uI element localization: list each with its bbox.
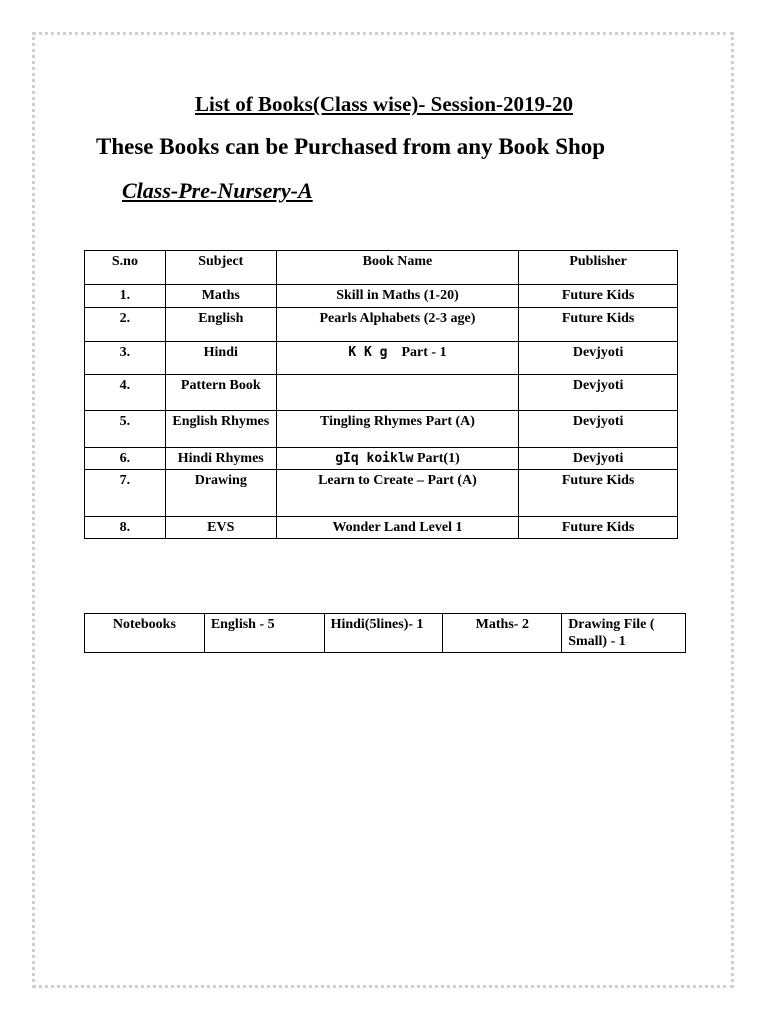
table-row [85, 470, 678, 517]
notebooks-row [85, 614, 686, 653]
column-header-subject: Subject [165, 251, 276, 285]
cell-sno: 8. [85, 517, 166, 539]
cell-sno: 6. [85, 448, 166, 470]
notebooks-label: Notebooks [85, 614, 205, 653]
table-row [85, 448, 678, 470]
cell-publisher: Future Kids [519, 470, 678, 517]
book-name-hindi-text: gIq koiklw [335, 451, 414, 466]
cell-subject: EVS [165, 517, 276, 539]
books-table [84, 250, 678, 539]
cell-subject: Hindi [165, 342, 276, 375]
cell-publisher: Future Kids [519, 285, 678, 308]
cell-subject: Hindi Rhymes [165, 448, 276, 470]
class-heading: Class-Pre-Nursery-A [122, 178, 313, 203]
cell-publisher: Devjyoti [519, 448, 678, 470]
cell-sno: 3. [85, 342, 166, 375]
book-name-part: Part - 1 [401, 345, 447, 360]
cell-subject: English Rhymes [165, 411, 276, 448]
table-row [85, 517, 678, 539]
column-header-sno: S.no [85, 251, 166, 285]
cell-sno: 5. [85, 411, 166, 448]
notebooks-english: English - 5 [204, 614, 324, 653]
cell-subject: Drawing [165, 470, 276, 517]
cell-book-name [276, 342, 519, 375]
column-header-publisher: Publisher [519, 251, 678, 285]
cell-subject: English [165, 308, 276, 342]
book-name-hindi-text: K K g [348, 345, 388, 360]
cell-sno: 7. [85, 470, 166, 517]
table-row [85, 375, 678, 411]
cell-publisher: Future Kids [519, 308, 678, 342]
cell-book-name: Tingling Rhymes Part (A) [276, 411, 519, 448]
cell-publisher: Devjyoti [519, 375, 678, 411]
cell-book-name: Wonder Land Level 1 [276, 517, 519, 539]
cell-book-name [276, 448, 519, 470]
cell-book-name: Learn to Create – Part (A) [276, 470, 519, 517]
book-name-part: Part(1) [416, 451, 460, 466]
notebooks-drawing-file: Drawing File ( Small) - 1 [562, 614, 686, 653]
cell-book-name: Pearls Alphabets (2-3 age) [276, 308, 519, 342]
table-row [85, 285, 678, 308]
cell-publisher: Devjyoti [519, 411, 678, 448]
page-subtitle: These Books can be Purchased from any Book Shop [96, 134, 606, 159]
cell-publisher: Devjyoti [519, 342, 678, 375]
table-row [85, 308, 678, 342]
table-row [85, 342, 678, 375]
cell-book-name [276, 375, 519, 411]
cell-book-name: Skill in Maths (1-20) [276, 285, 519, 308]
table-row [85, 411, 678, 448]
cell-sno: 2. [85, 308, 166, 342]
page-title: List of Books(Class wise)- Session-2019-20 [194, 92, 574, 116]
notebooks-hindi: Hindi(5lines)- 1 [324, 614, 443, 653]
notebooks-table [84, 613, 686, 653]
column-header-book-name: Book Name [276, 251, 519, 285]
table-header-row [85, 251, 678, 285]
cell-sno: 4. [85, 375, 166, 411]
cell-publisher: Future Kids [519, 517, 678, 539]
notebooks-maths: Maths- 2 [443, 614, 562, 653]
cell-subject: Maths [165, 285, 276, 308]
cell-sno: 1. [85, 285, 166, 308]
cell-subject: Pattern Book [165, 375, 276, 411]
